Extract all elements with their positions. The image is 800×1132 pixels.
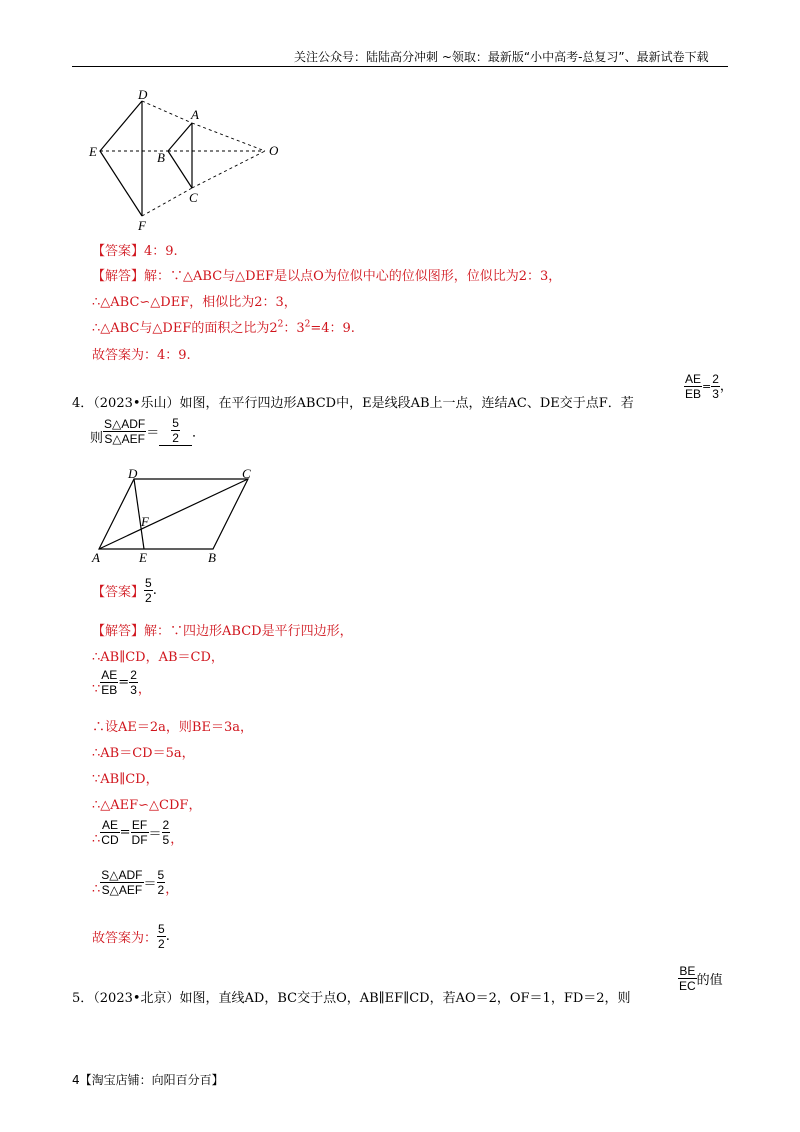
label-a: A: [191, 107, 199, 122]
q4-sol-line5: ∴AB＝CD＝5a，: [92, 746, 195, 761]
because-sign: ∵: [92, 682, 101, 697]
page-footer: 4【淘宝店铺：向阳百分百】: [72, 1073, 224, 1087]
answer-tag: 【答案】: [92, 585, 145, 600]
label-c: C: [242, 468, 251, 481]
figure-parallelogram: [88, 468, 263, 568]
blank-answer: [171, 416, 180, 445]
denominator: 2: [157, 883, 165, 897]
label-e: E: [139, 550, 147, 565]
denominator: 3: [130, 683, 137, 697]
denominator: 5: [162, 833, 170, 847]
label-f: F: [138, 218, 146, 233]
denominator: 3: [712, 387, 719, 401]
solution-text: 解：∵四边形ABCD是平行四边形，: [144, 624, 353, 639]
numerator: AE: [101, 818, 118, 832]
denominator: DF: [131, 833, 148, 847]
fraction-five-halves: [157, 868, 166, 897]
period: ．: [191, 425, 205, 441]
q3-final: 故答案为：4：9.: [92, 348, 191, 363]
label-b: B: [157, 150, 165, 165]
denominator: S△AEF: [104, 431, 145, 446]
answer-fraction: [144, 576, 153, 605]
label-f: F: [141, 514, 149, 529]
label-c: C: [189, 190, 198, 205]
label-e: E: [89, 144, 97, 159]
fraction-ae-cd: [100, 818, 119, 847]
denominator: EB: [685, 387, 702, 401]
q4-sol-line6: ∵AB∥CD，: [92, 772, 159, 787]
denominator: 2: [172, 431, 179, 445]
q4-sol-line7: ∴△AEF∽△CDF，: [92, 798, 202, 813]
q4-stem: 4．（2023•乐山）如图，在平行四边形ABCD中，E是线段AB上一点，连结AC、DE交于点F．若: [72, 396, 634, 411]
fraction-area-ratio: [103, 417, 146, 446]
q4-ask: [90, 416, 205, 446]
fraction-ef-df: [131, 818, 149, 847]
denominator: EB: [101, 683, 118, 697]
fraction-two-thirds: [129, 668, 138, 697]
numerator: BE: [679, 964, 696, 978]
label-a: A: [92, 550, 100, 565]
numerator: AE: [685, 372, 702, 386]
header-rule: [72, 66, 728, 67]
denominator: 2: [145, 591, 152, 605]
numerator: 5: [145, 576, 152, 590]
denominator: 2: [158, 937, 165, 951]
numerator: 2: [130, 668, 137, 682]
label-b: B: [208, 550, 216, 565]
q3-solution-line3: [92, 317, 355, 336]
therefore-sign: ∴: [92, 882, 101, 897]
fraction-be-ec: [678, 964, 697, 993]
fraction-area-ratio: [100, 868, 143, 897]
numerator: 5: [158, 922, 165, 936]
solution-text: 解：∵△ABC与△DEF是以点O为位似中心的位似图形，位似比为2：3，: [144, 269, 562, 284]
numerator: EF: [131, 818, 148, 832]
q4-sol-line9: ∴ $\frac{\text{S△ADF}}{\text{S△AEF}}$ ＝ $\frac{5}{2}$ ，: [92, 868, 179, 897]
label-o: O: [269, 143, 279, 158]
numerator: S△ADF: [101, 868, 143, 882]
q4-answer: 【答案】 $\frac{5}{2}$ .: [92, 576, 157, 605]
equals: ＝: [146, 425, 160, 441]
label-d: D: [128, 468, 138, 481]
final-text: 故答案为：: [92, 931, 158, 946]
q4-sol-line8: ∴ $\frac{AE}{CD}$ = $\frac{EF}{DF}$ ＝ $\frac{2}{5}$ ，: [92, 818, 184, 847]
exponent: 2: [277, 319, 284, 330]
exponent: 2: [304, 319, 311, 330]
q3-solution-line1: [92, 265, 561, 284]
denominator: S△AEF: [101, 883, 143, 897]
tail-text: 的值: [696, 973, 723, 988]
numerator: 5: [172, 416, 179, 430]
text: ：3: [283, 321, 305, 336]
solution-tag: 【解答】: [92, 624, 145, 639]
text: ∴△ABC与△DEF的面积之比为2: [92, 321, 278, 336]
q4-sol-line2: ∴AB∥CD，AB＝CD，: [92, 650, 224, 665]
q3-solution-line2: ∴△ABC∽△DEF，相似比为2：3，: [92, 295, 297, 310]
final-fraction: [157, 922, 166, 951]
numerator: 2: [712, 372, 719, 386]
numerator: 5: [157, 868, 165, 882]
q4-ratio-given: $\frac{AE}{EB}$ = $\frac{2}{3}$ ，: [685, 372, 733, 401]
therefore-sign: ∴: [92, 832, 101, 847]
answer-tag: 【答案】: [92, 244, 145, 259]
q4-sol-line4: ∴设AE＝2a，则BE＝3a，: [92, 720, 253, 735]
q4-final: 故答案为： $\frac{5}{2}$ .: [92, 922, 170, 951]
label-d: D: [138, 88, 148, 102]
numerator: 2: [162, 818, 170, 832]
q4-sol-line1: [92, 620, 353, 639]
answer-value: 4：9.: [144, 244, 178, 259]
figure-similar-triangles: [80, 88, 290, 238]
q5-stem: 5．（2023•北京）如图，直线AD，BC交于点O，AB∥EF∥CD，若AO＝2，OF＝1，FD＝2，则: [72, 991, 631, 1006]
text-ze: 则: [90, 431, 104, 446]
fraction-ae-eb: [684, 372, 702, 401]
fraction-two-thirds: [711, 372, 720, 401]
denominator: CD: [101, 833, 119, 847]
fraction-two-fifths: [162, 818, 171, 847]
page-header: 关注公众号：陆陆高分冲刺 ~领取：最新版“小中高考-总复习”、最新试卷下载: [294, 50, 709, 64]
numerator: S△ADF: [104, 416, 146, 431]
comma: ，: [719, 379, 733, 394]
fraction-ae-be: [100, 668, 118, 697]
q3-answer: [92, 240, 178, 259]
text: =4：9.: [310, 321, 355, 336]
q4-sol-line3: ∵ $\frac{AE}{EB}$ = $\frac{2}{3}$ ，: [92, 668, 151, 697]
q5-ratio: [678, 964, 723, 993]
denominator: EC: [679, 979, 696, 993]
solution-tag: 【解答】: [92, 269, 145, 284]
numerator: AE: [101, 668, 118, 682]
